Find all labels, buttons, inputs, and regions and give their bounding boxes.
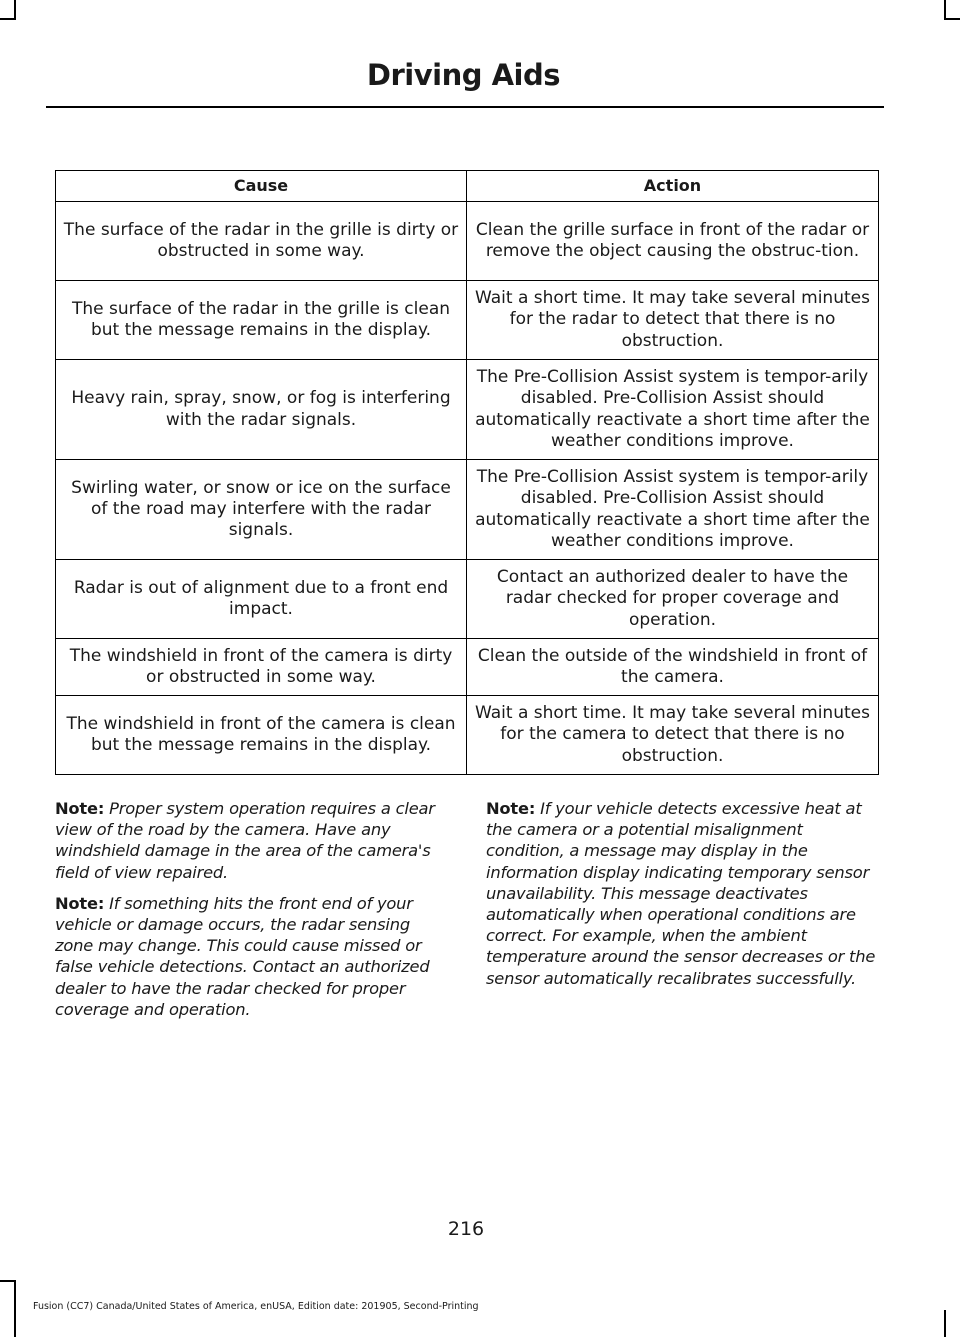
cause-action-table [55, 170, 879, 775]
note-label: Note: [55, 893, 105, 913]
note-paragraph [486, 798, 881, 989]
crop-mark [0, 1280, 16, 1282]
table-row [56, 696, 879, 775]
table-row [56, 560, 879, 639]
cause-cell: The surface of the radar in the grille is dirty or obstructed in some way. [56, 202, 467, 281]
cause-cell: The windshield in front of the camera is clean but the message remains in the display. [56, 696, 467, 775]
note-label: Note: [486, 799, 536, 818]
note-text: Proper system operation requires a clear view of the road by the camera. Have any windshield damage in the area of the camera's field of view repaired. [55, 799, 435, 882]
cause-cell: Radar is out of alignment due to a front end impact. [56, 560, 467, 639]
action-cell: The Pre-Collision Assist system is tempor-arily disabled. Pre-Collision Assist should automatically reactivate a short time after the weather conditions improve. [467, 360, 879, 460]
note-paragraph [55, 798, 450, 883]
footer-edition-info: Fusion (CC7) Canada/United States of America, enUSA, Edition date: 201905, Second-Printing [33, 1301, 479, 1312]
table-row [56, 360, 879, 460]
action-cell: Wait a short time. It may take several minutes for the camera to detect that there is no obstruction. [467, 696, 879, 775]
crop-mark [944, 18, 960, 20]
note-label: Note: [55, 799, 105, 818]
note-text: If something hits the front end of your vehicle or damage occurs, the radar sensing zone may change. This could cause missed or false vehicle detections. Contact an authorized dealer to have the radar checked for proper coverage and operation. [55, 893, 430, 1019]
cause-cell: Swirling water, or snow or ice on the surface of the road may interfere with the radar signals. [56, 460, 467, 560]
table-row [56, 202, 879, 281]
cause-cell: The windshield in front of the camera is dirty or obstructed in some way. [56, 639, 467, 696]
table-row [56, 460, 879, 560]
notes-column-left [55, 798, 450, 1030]
crop-mark [944, 1310, 946, 1337]
cause-cell: Heavy rain, spray, snow, or fog is interfering with the radar signals. [56, 360, 467, 460]
table-header-row [56, 171, 879, 202]
crop-mark [14, 0, 16, 20]
page-number: 216 [447, 1218, 485, 1240]
crop-mark [944, 0, 946, 20]
cause-cell: The surface of the radar in the grille is clean but the message remains in the display. [56, 281, 467, 360]
action-cell: Wait a short time. It may take several minutes for the radar to detect that there is no obstruction. [467, 281, 879, 360]
column-header-cause: Cause [56, 171, 467, 202]
crop-mark [0, 18, 16, 20]
action-cell: The Pre-Collision Assist system is tempor-arily disabled. Pre-Collision Assist should automatically reactivate a short time after the weather conditions improve. [467, 460, 879, 560]
note-text: If your vehicle detects excessive heat at the camera or a potential misalignment condition, a message may display in the information display indicating temporary sensor unavailability. This message deactivates automatically when operational conditions are correct. For example, when the ambient temperature around the sensor decreases or the sensor automatically recalibrates successfully. [486, 799, 876, 988]
header-divider [46, 106, 884, 108]
action-cell: Clean the grille surface in front of the radar or remove the object causing the obstruc-tion. [467, 202, 879, 281]
note-paragraph [55, 893, 450, 1020]
table-row [56, 281, 879, 360]
notes-column-right [486, 798, 881, 999]
crop-mark [14, 1280, 16, 1337]
section-title: Driving Aids [366, 58, 560, 92]
action-cell: Clean the outside of the windshield in front of the camera. [467, 639, 879, 696]
action-cell: Contact an authorized dealer to have the radar checked for proper coverage and operation. [467, 560, 879, 639]
column-header-action: Action [467, 171, 879, 202]
table-row [56, 639, 879, 696]
